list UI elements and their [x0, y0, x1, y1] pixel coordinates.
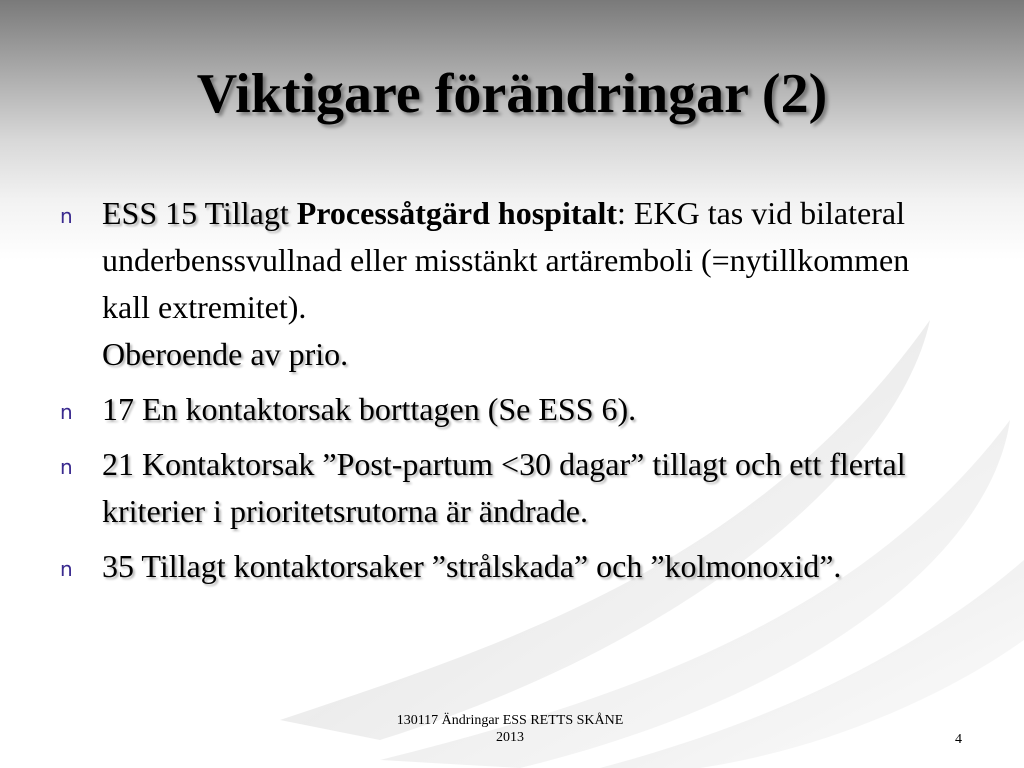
bullet-item — [60, 543, 960, 590]
ess-label: ESS 15 Tillagt — [102, 195, 289, 231]
footer-text — [340, 712, 680, 746]
footer-line-2: 2013 — [496, 730, 524, 745]
bullet-marker-icon: n — [60, 455, 73, 479]
slide-title: Viktigare förändringar (2) — [196, 63, 828, 125]
bullet-item — [60, 386, 960, 433]
bullet-item — [60, 190, 960, 378]
bullet-text: 35 Tillagt kontaktorsaker ”strålskada” och ”kolmonoxid”. — [102, 548, 842, 584]
bullet-text — [102, 190, 960, 378]
bullet-marker-icon: n — [60, 400, 73, 424]
footer-line-1: 130117 Ändringar ESS RETTS SKÅNE — [396, 713, 624, 728]
bold-phrase: Processåtgärd hospitalt — [296, 195, 618, 231]
bullet-text: 21 Kontaktorsak ”Post-partum <30 dagar” tillagt och ett flertal kriterier i prioritetsrutorna är ändrade. — [102, 446, 906, 529]
page-number: 4 — [955, 732, 962, 747]
bullet-list — [60, 190, 960, 598]
bullet-text: 17 En kontaktorsak borttagen (Se ESS 6). — [102, 391, 637, 427]
bullet-rest: : EKG tas vid bilateral underbenssvullnad eller misstänkt artäremboli (=nytillkommen kall extremitet). — [102, 195, 910, 325]
bullet-marker-icon: n — [60, 204, 73, 228]
bullet-tail: Oberoende av prio. — [102, 336, 349, 372]
bullet-item — [60, 441, 960, 535]
bullet-marker-icon: n — [60, 557, 73, 581]
